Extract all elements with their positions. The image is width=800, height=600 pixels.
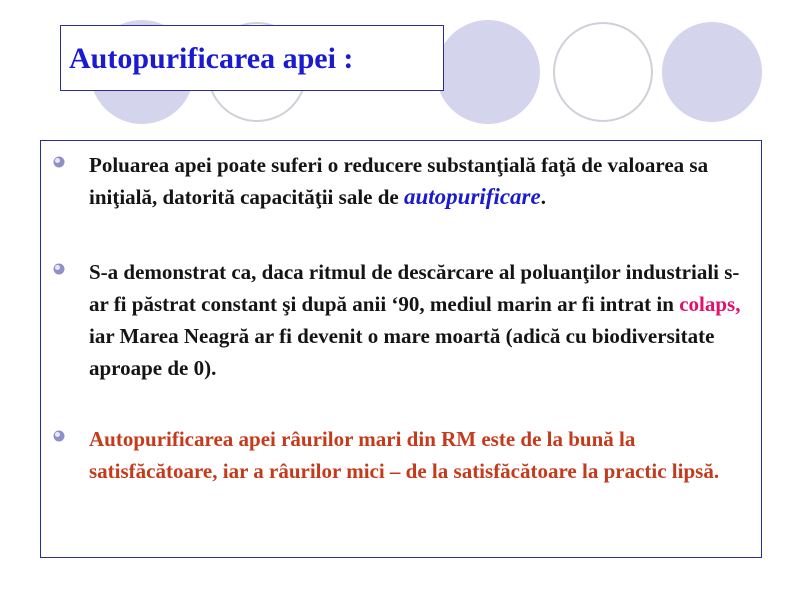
bullet-text-1 — [89, 149, 743, 213]
bullet-2-text-pre: S-a demonstrat ca, daca ritmul de descărcare al poluanţilor industriali s-ar fi păstrat constant şi după anii ‘90, mediul marin ar fi intrat in — [89, 260, 740, 316]
circle-3 — [436, 20, 540, 124]
bullet-item-3 — [53, 423, 743, 487]
bullet-item-2 — [53, 256, 743, 384]
slide-title: Autopurificarea apei : — [69, 42, 354, 75]
bullet-2-text-post: iar Marea Neagră ar fi devenit o mare moartă (adică cu biodiversitate aproape de 0). — [89, 324, 715, 380]
bullet-1-text-pre: Poluarea apei poate suferi o reducere substanţială faţă de valoarea sa iniţială, datorită capacităţii sale de — [89, 153, 709, 209]
title-box — [60, 25, 444, 91]
content-box — [40, 140, 762, 558]
bullet-text-2 — [89, 256, 743, 384]
bullet-item-1 — [53, 149, 743, 213]
circle-4 — [554, 23, 652, 121]
bullet-icon — [53, 156, 65, 168]
bullet-1-text-post: . — [540, 185, 546, 209]
bullet-icon — [53, 263, 65, 275]
bullet-1-emphasis: autopurificare — [403, 184, 541, 209]
circle-5 — [662, 22, 762, 122]
bullet-2-highlight: colaps, — [679, 292, 741, 316]
bullet-text-3: Autopurificarea apei râurilor mari din RM este de la bună la satisfăcătoare, iar a râurilor mici – de la satisfăcătoare la practic lipsă. — [89, 427, 720, 483]
bullet-icon — [53, 430, 65, 442]
